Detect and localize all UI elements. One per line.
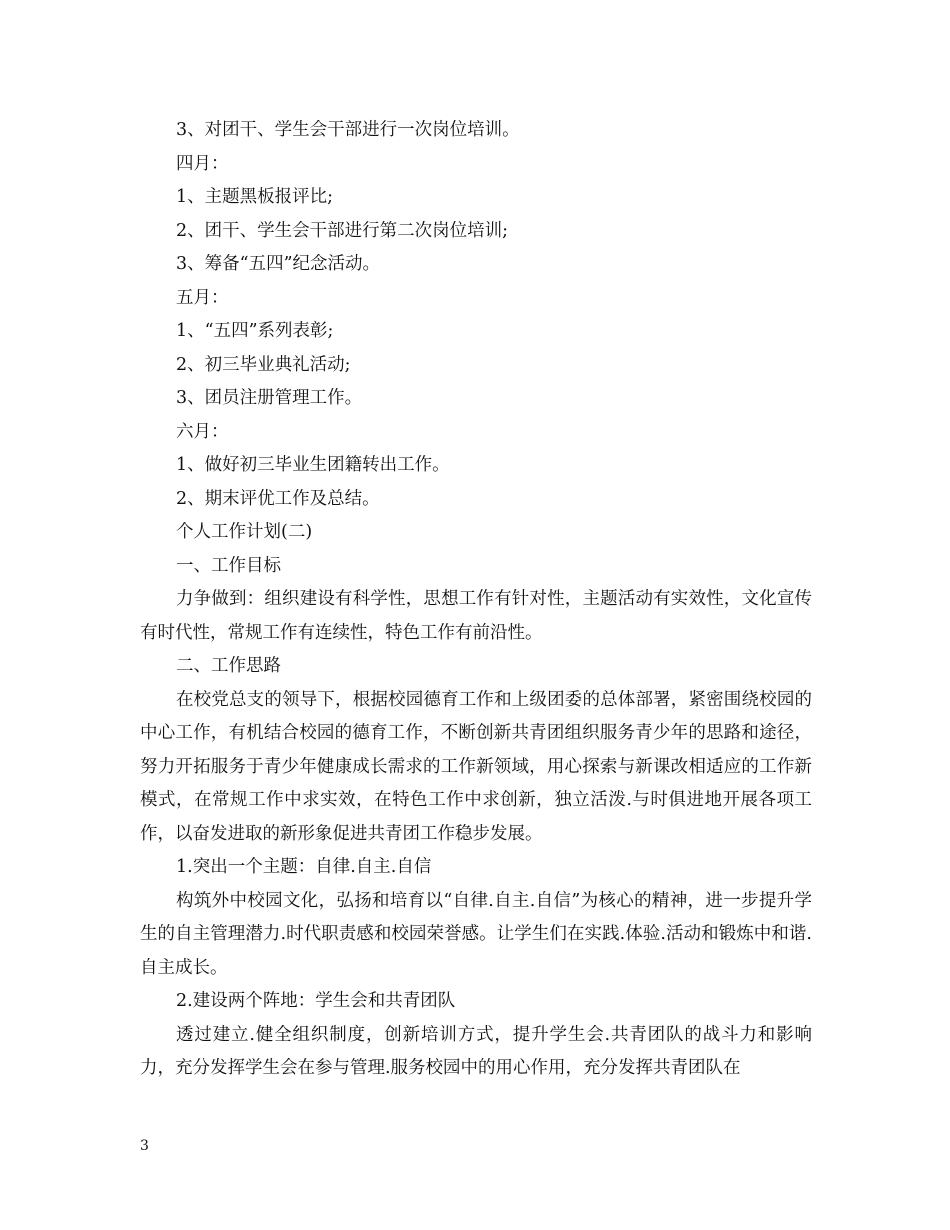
month-heading: 六月： [176, 421, 229, 442]
paragraph: 3、对团干、学生会干部进行一次岗位培训。 [176, 120, 520, 140]
paragraph: 1、主题黑板报评比; [176, 187, 334, 207]
paragraph: 3、筹备“五四”纪念活动。 [176, 254, 381, 274]
section-heading: 一、工作目标 [176, 555, 281, 576]
paragraph: 在校党总支的领导下，根据校园德育工作和上级团委的总体部署，紧密围绕校园的中心工作，有机结合校园的德育工作，不断创新共青团组织服务青少年的思路和途径，努力开拓服务于青少年健康成长需求的工作新领域，用心探索与新课改相适应的工作新模式，在常规工作中求实效，在特色工作中求创新，独立活泼.与时俱进地开展各项工作，以奋发进取的新形象促进共青团工作稳步发展。 [140, 689, 812, 844]
document-body [140, 114, 812, 1086]
month-heading: 五月： [176, 287, 229, 308]
paragraph: 2、团干、学生会干部进行第二次岗位培训; [176, 220, 509, 241]
paragraph: 2、期末评优工作及总结。 [176, 488, 380, 509]
subheading: 1.突出一个主题：自律.自主.自信 [176, 857, 432, 877]
section-heading: 二、工作思路 [176, 656, 281, 676]
paragraph: 2、初三毕业典礼活动; [176, 354, 351, 375]
subheading: 2.建设两个阵地：学生会和共青团队 [176, 991, 456, 1011]
paragraph: 力争做到：组织建设有科学性，思想工作有针对性，主题活动有实效性，文化宣传有时代性，常规工作有连续性，特色工作有前沿性。 [140, 589, 812, 643]
paragraph: 1、做好初三毕业生团籍转出工作。 [176, 455, 450, 475]
paragraph: 构筑外中校园文化，弘扬和培育以“自律.自主.自信”为核心的精神，进一步提升学生的自主管理潜力.时代职责感和校园荣誉感。让学生们在实践.体验.活动和锻炼中和谐.自主成长。 [140, 890, 812, 978]
paragraph: 透过建立.健全组织制度，创新培训方式，提升学生会.共青团队的战斗力和影响力，充分发挥学生会在参与管理.服务校园中的用心作用，充分发挥共青团队在 [140, 1024, 812, 1078]
month-heading: 四月： [176, 153, 229, 174]
section-title: 个人工作计划(二) [176, 522, 313, 542]
paragraph: 3、团员注册管理工作。 [176, 388, 363, 408]
page-number: 3 [140, 1138, 149, 1154]
paragraph: 1、“五四”系列表彰; [176, 321, 334, 341]
